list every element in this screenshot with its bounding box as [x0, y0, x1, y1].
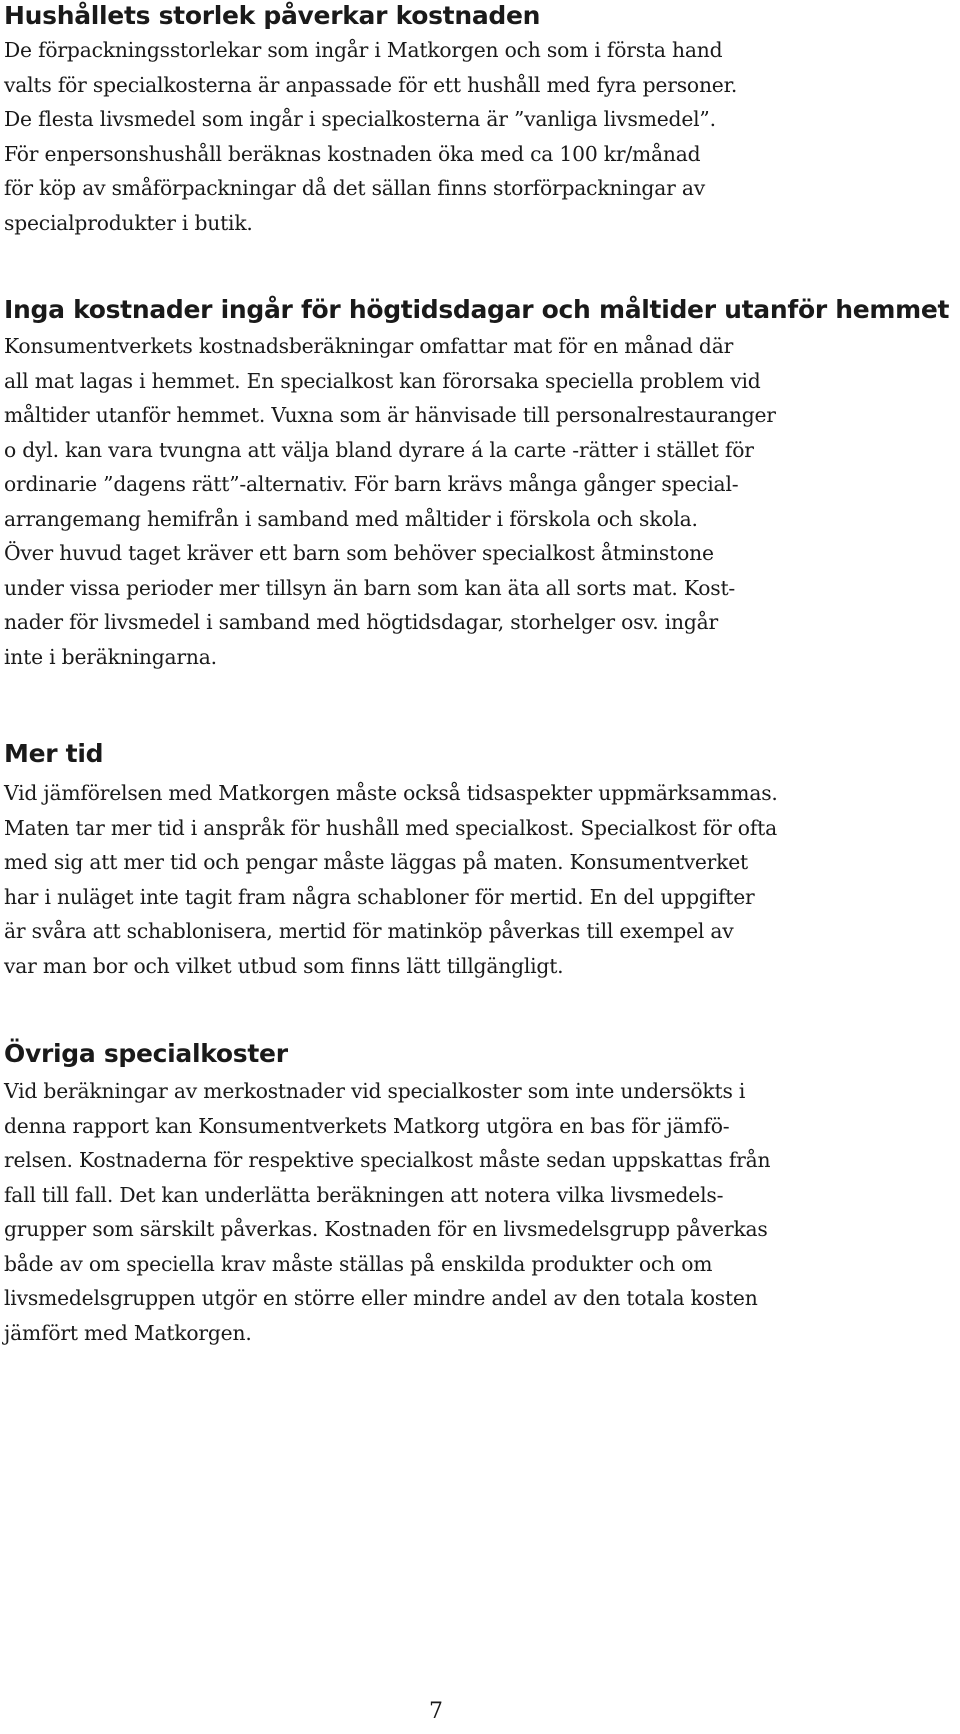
- section-body: Vid jämförelsen med Matkorgen måste också tidsaspekter uppmärksammas. Maten tar mer tid i anspråk för hushåll med specialkost. Specialkost för ofta med sig att mer tid och pengar måste läggas på maten. Konsumentverket har i nuläget inte tagit fram några schabloner för mertid. En del uppgifter är svåra att schablonisera, mertid för matinköp påverkas till exempel av var man bor och vilket utbud som finns lätt tillgängligt.: [4, 781, 778, 978]
- section-other-special-diets: [4, 1038, 956, 1350]
- section-household-size: [4, 0, 956, 240]
- section-heading: Övriga specialkoster: [4, 1039, 288, 1068]
- section-body: De förpackningsstorlekar som ingår i Matkorgen och som i första hand valts för specialkosterna är anpassade för ett hushåll med fyra personer. De flesta livsmedel som ingår i specialkosterna är ”vanliga livsmedel”. För enpersonshushåll beräknas kostnaden öka med ca 100 kr/månad för köp av småförpackningar då det sällan finns storförpackningar av specialprodukter i butik.: [4, 38, 738, 235]
- section-heading: Inga kostnader ingår för högtidsdagar och måltider utanför hemmet: [4, 295, 950, 324]
- section-no-holiday-costs: [4, 294, 956, 674]
- section-body: Vid beräkningar av merkostnader vid specialkoster som inte undersökts i denna rapport kan Konsumentverkets Matkorg utgöra en bas för jämfö- relsen. Kostnaderna för respektive specialkost måste sedan uppskattas från fall till fall. Det kan underlätta beräkningen att notera vilka livsmedels- grupper som särskilt påverkas. Kostnaden för en livsmedelsgrupp påverkas både av om speciella krav måste ställas på enskilda produkter och om livsmedelsgruppen utgör en större eller mindre andel av den totala kosten jämfört med Matkorgen.: [4, 1079, 771, 1345]
- section-more-time: [4, 738, 956, 983]
- section-heading: Mer tid: [4, 739, 104, 768]
- section-body: Konsumentverkets kostnadsberäkningar omfattar mat för en månad där all mat lagas i hemmet. En specialkost kan förorsaka speciella problem vid måltider utanför hemmet. Vuxna som är hänvisade till personalrestauranger o dyl. kan vara tvungna att välja bland dyrare á la carte -rätter i stället för ordinarie ”dagens rätt”-alternativ. För barn krävs många gånger special- arrangemang hemifrån i samband med måltider i förskola och skola. Över huvud taget kräver ett barn som behöver specialkost åtminstone under vissa perioder mer tillsyn än barn som kan äta all sorts mat. Kost- nader för livsmedel i samband med högtidsdagar, storhelger osv. ingår inte i beräkningarna.: [4, 334, 776, 669]
- section-heading: Hushållets storlek påverkar kostnaden: [4, 1, 541, 30]
- page-number: 7: [429, 1699, 443, 1724]
